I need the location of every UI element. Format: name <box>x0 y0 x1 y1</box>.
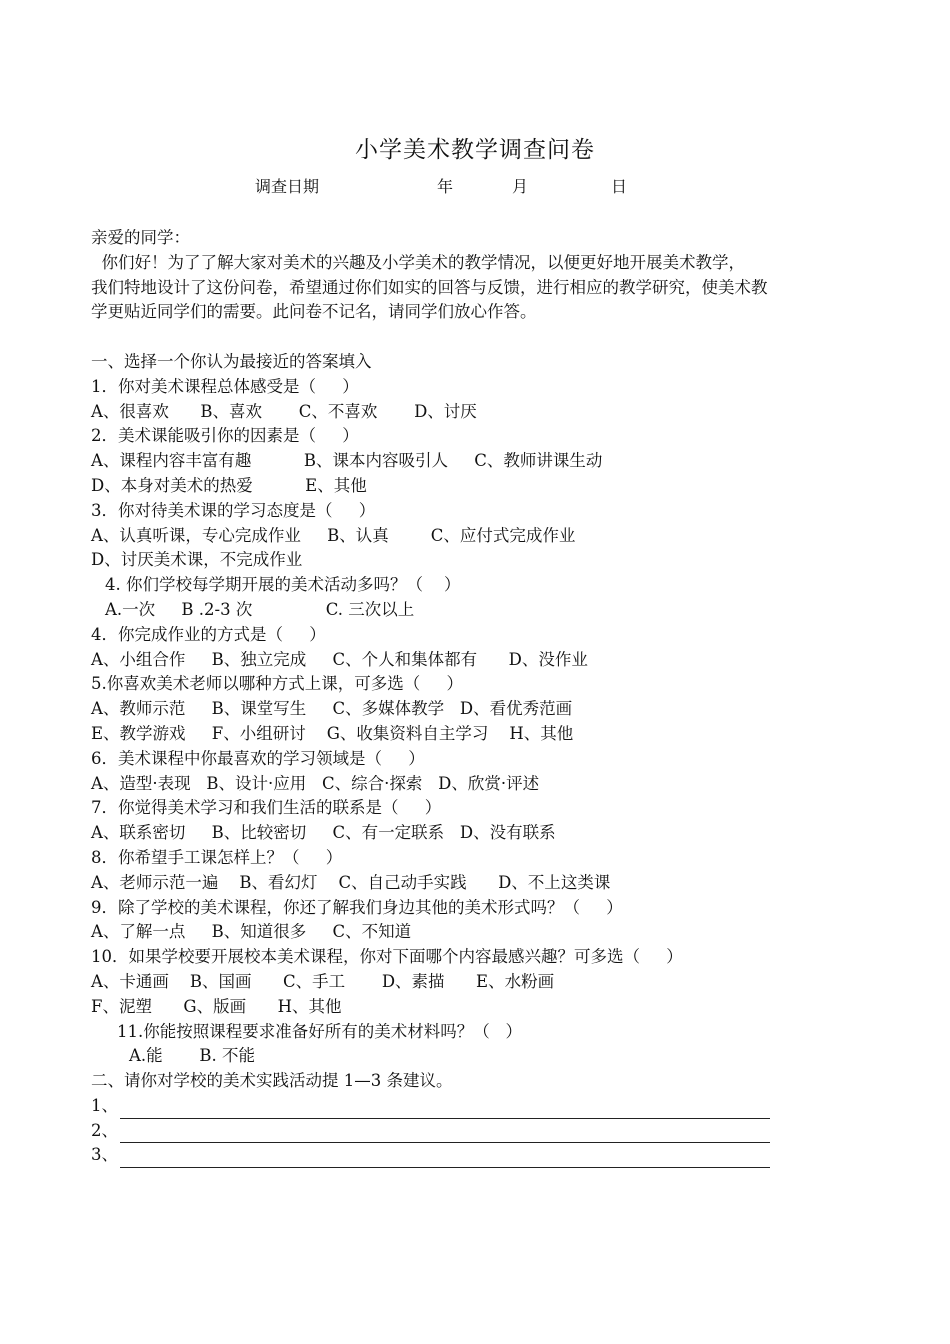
suggestion-blank[interactable] <box>120 1101 770 1119</box>
suggestion-number: 2、 <box>91 1120 118 1140</box>
page-title: 小学美术教学调查问卷 <box>355 137 595 163</box>
date-label: 调查日期 <box>255 177 320 196</box>
date-day-label: 日 <box>611 177 628 196</box>
question-text: 3．你对待美术课的学习态度是（ ） <box>91 500 376 520</box>
section1-heading: 一、选择一个你认为最接近的答案填入 <box>91 351 372 371</box>
question-text: 11.你能按照课程要求准备好所有的美术材料吗？（ ） <box>117 1021 522 1041</box>
intro-line: 学更贴近同学们的需要。此问卷不记名，请同学们放心作答。 <box>91 302 537 322</box>
question-text: 6．美术课程中你最喜欢的学习领域是（ ） <box>91 748 425 768</box>
suggestion-line-1 <box>91 1094 871 1119</box>
question-text: 9．除了学校的美术课程，你还了解我们身边其他的美术形式吗？（ ） <box>91 897 623 917</box>
question-text: 8．你希望手工课怎样上？（ ） <box>91 847 343 867</box>
answer-options[interactable]: A、卡通画 B、国画 C、手工 D、素描 E、水粉画 <box>91 971 555 991</box>
suggestion-number: 3、 <box>91 1145 118 1165</box>
answer-options[interactable]: D、本身对美术的热爱 E、其他 <box>91 475 367 495</box>
suggestion-blank[interactable] <box>120 1125 770 1143</box>
question-text: 1．你对美术课程总体感受是（ ） <box>91 376 359 396</box>
question-list <box>91 375 871 1069</box>
answer-options[interactable]: A、造型·表现 B、设计·应用 C、综合·探索 D、欣赏·评述 <box>91 773 540 793</box>
question-text: 4. 你们学校每学期开展的美术活动多吗？（ ） <box>105 575 461 595</box>
question-text: 4．你完成作业的方式是（ ） <box>91 624 326 644</box>
suggestion-number: 1、 <box>91 1095 118 1115</box>
answer-options[interactable]: A、联系密切 B、比较密切 C、有一定联系 D、没有联系 <box>91 823 556 843</box>
question-text: 7．你觉得美术学习和我们生活的联系是（ ） <box>91 798 442 818</box>
answer-options[interactable]: A、认真听课，专心完成作业 B、认真 C、应付式完成作业 <box>91 525 576 545</box>
survey-date-row <box>0 174 950 196</box>
answer-options[interactable]: A、很喜欢 B、喜欢 C、不喜欢 D、讨厌 <box>91 401 477 421</box>
date-month-label: 月 <box>512 177 529 196</box>
question-text: 2．美术课能吸引你的因素是（ ） <box>91 426 359 446</box>
answer-options[interactable]: F、泥塑 G、版画 H、其他 <box>91 996 342 1016</box>
intro-line: 你们好！为了了解大家对美术的兴趣及小学美术的教学情况，以便更好地开展美术教学， <box>91 252 745 272</box>
suggestion-blank[interactable] <box>120 1150 770 1168</box>
question-text: 10．如果学校要开展校本美术课程，你对下面哪个内容最感兴趣？可多选（ ） <box>91 947 683 967</box>
suggestion-line-2 <box>91 1119 871 1144</box>
answer-options[interactable]: A.能 B. 不能 <box>129 1046 255 1066</box>
answer-options[interactable]: A、课程内容丰富有趣 B、课本内容吸引人 C、教师讲课生动 <box>91 451 603 471</box>
survey-body <box>91 226 871 1168</box>
answer-options[interactable]: D、讨厌美术课，不完成作业 <box>91 550 303 570</box>
answer-options[interactable]: A、老师示范一遍 B、看幻灯 C、自己动手实践 D、不上这类课 <box>91 872 611 892</box>
greeting: 亲爱的同学： <box>91 228 190 247</box>
answer-options[interactable]: A、教师示范 B、课堂写生 C、多媒体教学 D、看优秀范画 <box>91 699 573 719</box>
suggestion-line-3 <box>91 1143 871 1168</box>
answer-options[interactable]: A、了解一点 B、知道很多 C、不知道 <box>91 922 412 942</box>
answer-options[interactable]: A.一次 B .2-3 次 C. 三次以上 <box>105 599 415 619</box>
question-text: 5.你喜欢美术老师以哪种方式上课，可多选（ ） <box>91 674 463 694</box>
answer-options[interactable]: E、教学游戏 F、小组研讨 G、收集资料自主学习 H、其他 <box>91 723 574 743</box>
spacer <box>91 325 871 350</box>
section2-heading: 二、请你对学校的美术实践活动提 1—3 条建议。 <box>91 1071 453 1091</box>
date-year-label: 年 <box>437 177 454 196</box>
answer-options[interactable]: A、小组合作 B、独立完成 C、个人和集体都有 D、没作业 <box>91 649 588 669</box>
intro-line: 我们特地设计了这份问卷，希望通过你们如实的回答与反馈，进行相应的教学研究，使美术教 <box>91 277 768 297</box>
